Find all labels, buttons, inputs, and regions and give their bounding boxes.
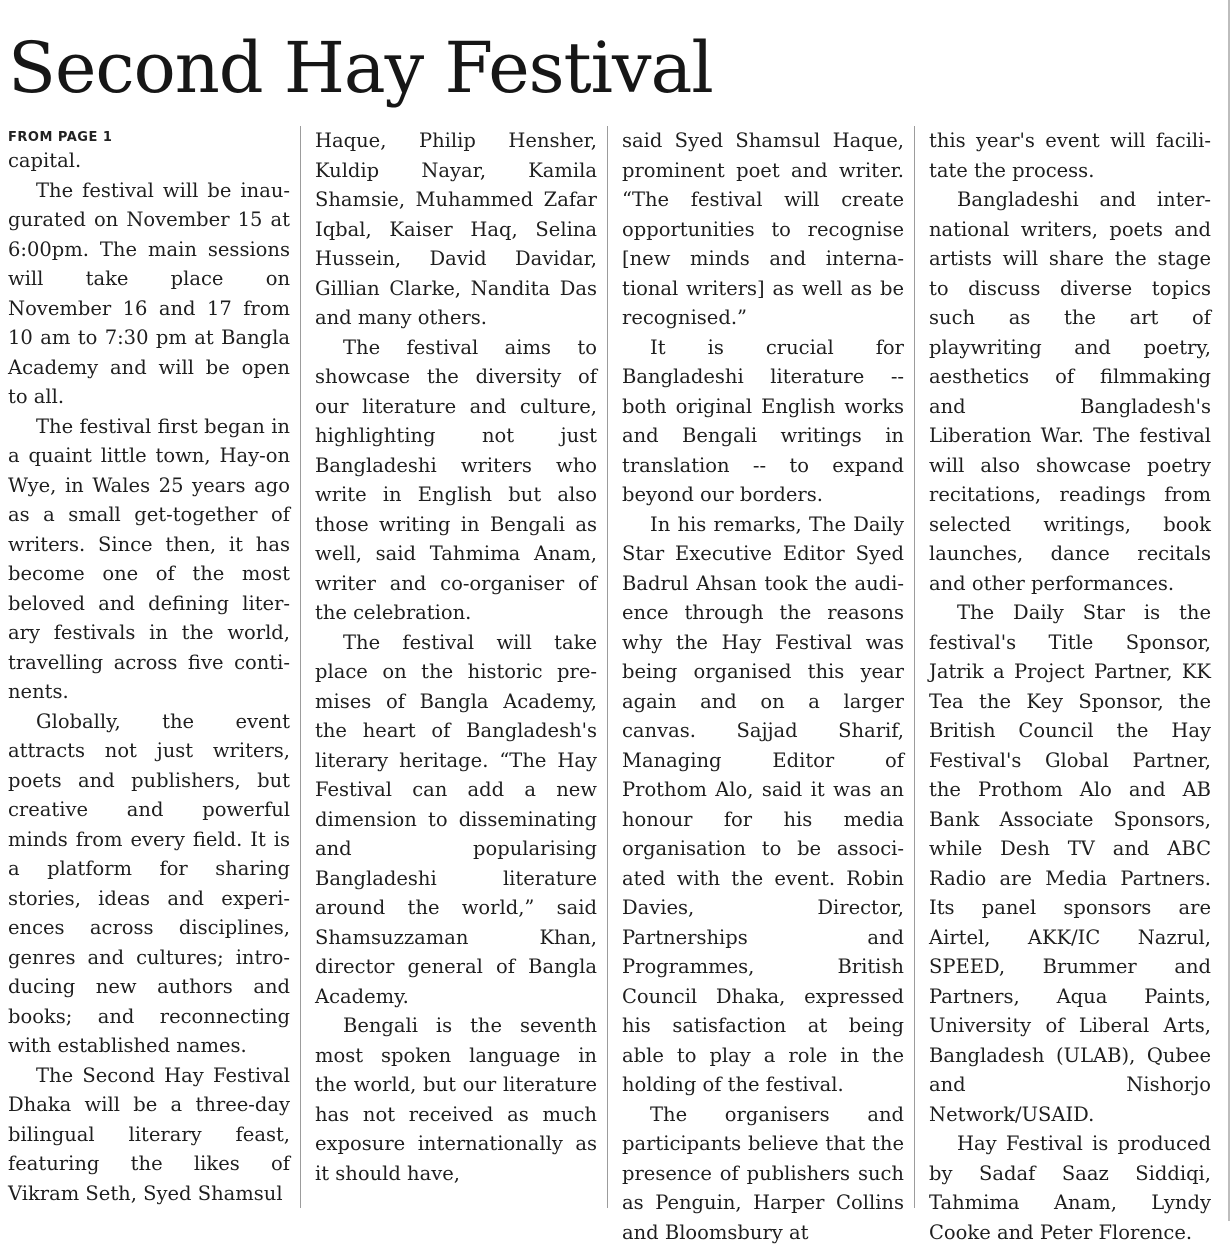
article-column-3	[622, 126, 904, 1247]
article-paragraph: The festival aims to showcase the diversity of our literature and culture, highlighting not just Bangladeshi writers who write in English but also those writing in Bengali as well, said Tahmima Anam, writer and co-organiser of the celebration.	[315, 333, 597, 628]
article-paragraph: this year's event will facilitate the process.	[929, 126, 1211, 185]
headline: Second Hay Festival	[8, 28, 713, 108]
article-paragraph: Globally, the event attracts not just writers, poets and publishers, but creative and powerful minds from every field. It is a platform for sharing stories, ideas and experiences across disciplines, genres and cultures; introducing new authors and books; and reconnecting with established names.	[8, 707, 290, 1061]
article-column-4	[929, 126, 1211, 1247]
article-paragraph: The festival first began in a quaint little town, Hay-on Wye, in Wales 25 years ago as a small get-together of writers. Since then, it has become one of the most beloved and defining literary festivals in the world, travelling across five continents.	[8, 412, 290, 707]
article-paragraph: Hay Festival is produced by Sadaf Saaz Siddiqi, Tahmima Anam, Lyndy Cooke and Peter Florence.	[929, 1129, 1211, 1247]
article-paragraph: The Second Hay Festival Dhaka will be a three-day bilingual literary feast, featuring the likes of Vikram Seth, Syed Shamsul	[8, 1061, 290, 1209]
article-paragraph: The Daily Star is the festival's Title Sponsor, Jatrik a Project Partner, KK Tea the Key Sponsor, the British Council the Hay Festival's Global Partner, the Prothom Alo and AB Bank Associate Sponsors, while Desh TV and ABC Radio are Media Partners. Its panel sponsors are Airtel, AKK/IC Nazrul, SPEED, Brummer and Partners, Aqua Paints, University of Liberal Arts, Bangladesh (ULAB), Qubee and Nishorjo Network/USAID.	[929, 598, 1211, 1129]
article-paragraph: Bangladeshi and international writers, poets and artists will share the stage to discuss diverse topics such as the art of playwriting and poetry, aesthetics of filmmaking and Bangladesh's Liberation War. The festival will also showcase poetry recitations, readings from selected writings, book launches, dance recitals and other performances.	[929, 185, 1211, 598]
column-divider	[914, 126, 915, 1208]
article-column-2	[315, 126, 597, 1188]
article-paragraph: capital.	[8, 146, 290, 176]
column-divider	[300, 126, 301, 1208]
article-paragraph: The festival will be inaugurated on November 15 at 6:00pm. The main sessions will take place on November 16 and 17 from 10 am to 7:30 pm at Bangla Academy and will be open to all.	[8, 176, 290, 412]
jump-label: FROM PAGE 1	[8, 130, 290, 146]
article-paragraph: Bengali is the seventh most spoken language in the world, but our literature has not received as much exposure internationally as it should have,	[315, 1011, 597, 1188]
article-paragraph: The festival will take place on the historic premises of Bangla Academy, the heart of Bangladesh's literary heritage. “The Hay Festival can add a new dimension to disseminating and popularising Bangladeshi literature around the world,” said Shamsuzzaman Khan, director general of Bangla Academy.	[315, 628, 597, 1012]
article-paragraph: It is crucial for Bangladeshi literature -- both original English works and Bengali writings in translation -- to expand beyond our borders.	[622, 333, 904, 510]
column-divider	[607, 126, 608, 1208]
article-paragraph: In his remarks, The Daily Star Executive Editor Syed Badrul Ahsan took the audience through the reasons why the Hay Festival was being organised this year again and on a larger canvas. Sajjad Sharif, Managing Editor of Prothom Alo, said it was an honour for his media organisation to be associated with the event. Robin Davies, Director, Partnerships and Programmes, British Council Dhaka, expressed his satisfaction at being able to play a role in the holding of the festival.	[622, 510, 904, 1100]
article-column-1	[8, 128, 290, 1208]
article-paragraph: The organisers and participants believe that the presence of publishers such as Penguin, Harper Collins and Bloomsbury at	[622, 1100, 904, 1247]
article-paragraph: said Syed Shamsul Haque, prominent poet and writer. “The festival will create opportunities to recognise [new minds and international writers] as well as be recognised.”	[622, 126, 904, 333]
article-paragraph: Haque, Philip Hensher, Kuldip Nayar, Kamila Shamsie, Muhammed Zafar Iqbal, Kaiser Haq, Selina Hussein, David Davidar, Gillian Clarke, Nandita Das and many others.	[315, 126, 597, 333]
